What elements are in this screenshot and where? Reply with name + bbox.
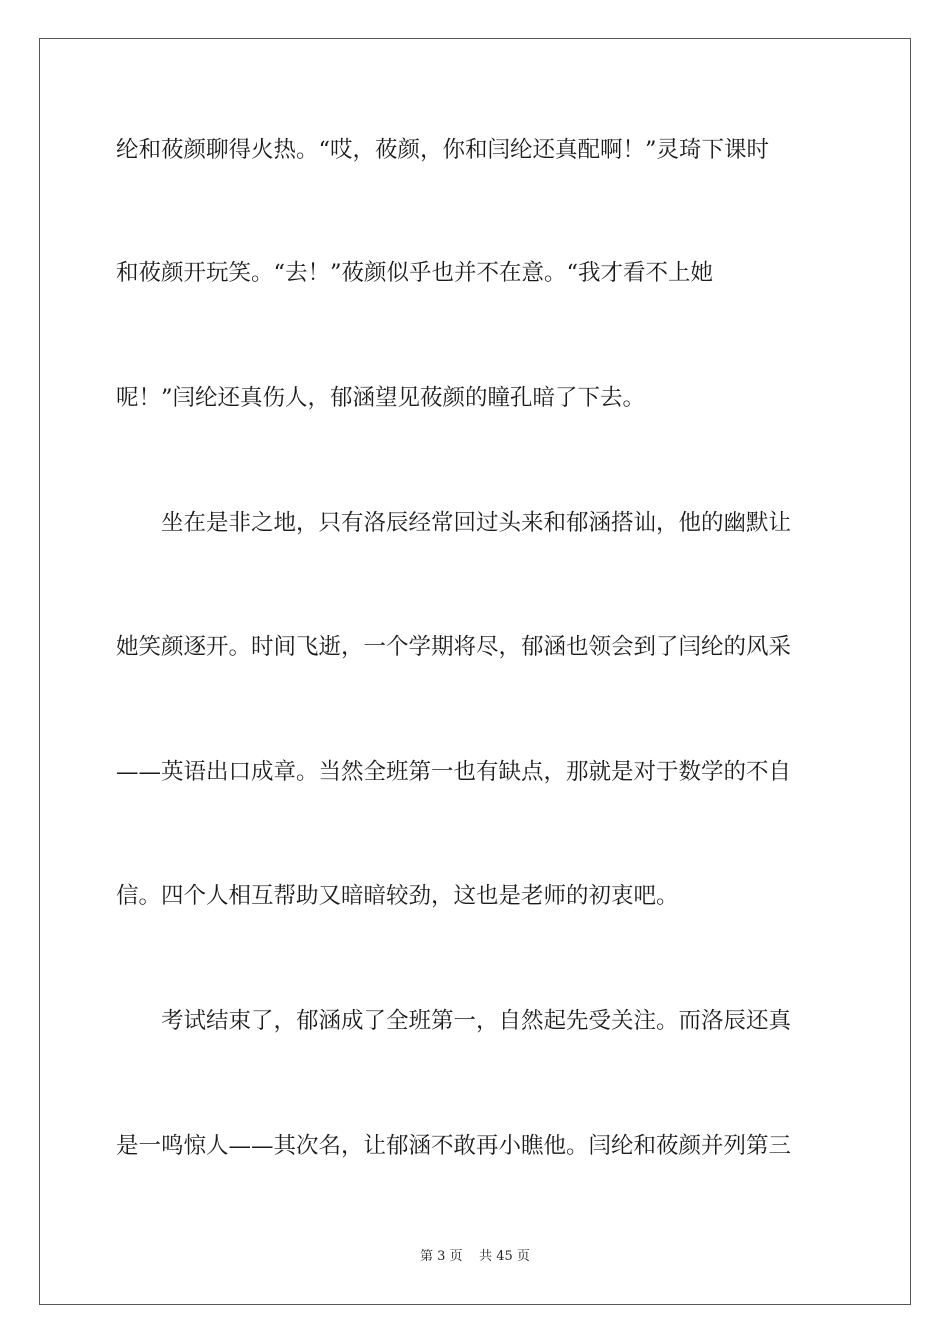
text-line-8: 考试结束了，郁涵成了全班第一，自然起先受关注。而洛辰还真 — [116, 1008, 792, 1034]
page-total: 共 45 页 — [479, 1249, 530, 1264]
text-line-2: 和莜颜开玩笑。“去！”莜颜似乎也并不在意。“我才看不上她 — [116, 260, 714, 286]
text-line-6: ——英语出口成章。当然全班第一也有缺点，那就是对于数学的不自 — [116, 759, 792, 785]
page-border — [39, 38, 911, 1305]
text-line-7: 信。四个人相互帮助又暗暗较劲，这也是老师的初衷吧。 — [116, 883, 679, 909]
text-line-9: 是一鸣惊人——其次名，让郁涵不敢再小瞧他。闫纶和莜颜并列第三 — [116, 1133, 792, 1159]
text-line-5: 她笑颜逐开。时间飞逝，一个学期将尽，郁涵也领会到了闫纶的风采 — [116, 634, 792, 660]
page-number: 第 3 页 — [420, 1249, 463, 1264]
text-line-1: 纶和莜颜聊得火热。“哎，莜颜，你和闫纶还真配啊！”灵琦下课时 — [116, 137, 770, 163]
text-line-4: 坐在是非之地，只有洛辰经常回过头来和郁涵搭讪，他的幽默让 — [116, 510, 792, 536]
text-line-3: 呢！”闫纶还真伤人，郁涵望见莜颜的瞳孔暗了下去。 — [116, 385, 646, 411]
page-footer — [0, 1248, 950, 1266]
